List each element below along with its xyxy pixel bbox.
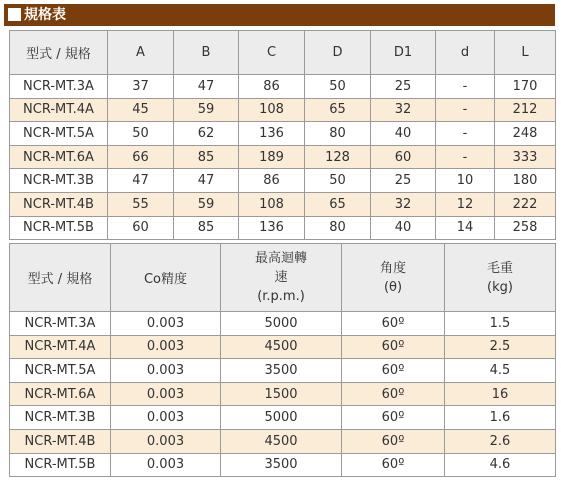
value-cell: 65 (305, 192, 371, 216)
table-row (10, 98, 556, 122)
value-cell: 47 (174, 75, 239, 99)
value-cell: 108 (239, 192, 305, 216)
value-cell: - (436, 98, 495, 122)
value-cell: 60º (342, 382, 445, 406)
value-cell: 85 (174, 216, 239, 240)
value-cell: 85 (174, 145, 239, 169)
value-cell: 248 (495, 122, 556, 146)
value-cell: 333 (495, 145, 556, 169)
value-cell: 25 (371, 169, 436, 193)
value-cell: 14 (436, 216, 495, 240)
model-cell: NCR-MT.5B (10, 216, 108, 240)
model-cell: NCR-MT.5A (10, 359, 111, 383)
value-cell: 50 (108, 122, 174, 146)
model-cell: NCR-MT.3B (10, 169, 108, 193)
table-header-row (10, 31, 556, 75)
column-header: L (495, 31, 556, 75)
value-cell: 10 (436, 169, 495, 193)
value-cell: 45 (108, 98, 174, 122)
value-cell: 60 (108, 216, 174, 240)
column-header: D (305, 31, 371, 75)
model-cell: NCR-MT.4B (10, 429, 111, 453)
column-header: 型式 / 規格 (10, 31, 108, 75)
value-cell: 37 (108, 75, 174, 99)
value-cell: 60º (342, 453, 445, 477)
value-cell: 0.003 (111, 382, 221, 406)
header-line: (kg) (487, 279, 513, 295)
table-row (10, 216, 556, 240)
column-header-accuracy: Co精度 (111, 244, 221, 312)
value-cell: 86 (239, 75, 305, 99)
table-row (10, 312, 556, 336)
model-cell: NCR-MT.4B (10, 192, 108, 216)
value-cell: 3500 (221, 453, 342, 477)
specifications-table (9, 243, 556, 477)
value-cell: 60º (342, 335, 445, 359)
header-line: (θ) (383, 279, 403, 295)
table-row (10, 453, 556, 477)
header-line: 最高迴轉 (254, 251, 307, 266)
value-cell: 62 (174, 122, 239, 146)
table-row (10, 122, 556, 146)
model-cell: NCR-MT.3B (10, 406, 111, 430)
value-cell: 128 (305, 145, 371, 169)
value-cell: 47 (174, 169, 239, 193)
value-cell: 25 (371, 75, 436, 99)
table-row (10, 169, 556, 193)
value-cell: - (436, 122, 495, 146)
column-header: B (174, 31, 239, 75)
value-cell: 0.003 (111, 406, 221, 430)
value-cell: 3500 (221, 359, 342, 383)
value-cell: 40 (371, 216, 436, 240)
value-cell: 212 (495, 98, 556, 122)
model-cell: NCR-MT.3A (10, 75, 108, 99)
table-row (10, 359, 556, 383)
model-cell: NCR-MT.4A (10, 335, 111, 359)
value-cell: 189 (239, 145, 305, 169)
dimensions-table (9, 30, 556, 240)
value-cell: 40 (371, 122, 436, 146)
header-line: 毛重 (486, 260, 513, 276)
table-row (10, 145, 556, 169)
column-header-speed (221, 244, 342, 312)
value-cell: 5000 (221, 312, 342, 336)
value-cell: 80 (305, 216, 371, 240)
value-cell: 12 (436, 192, 495, 216)
column-header: C (239, 31, 305, 75)
value-cell: 80 (305, 122, 371, 146)
value-cell: 0.003 (111, 429, 221, 453)
value-cell: 4.5 (445, 359, 556, 383)
model-cell: NCR-MT.6A (10, 382, 111, 406)
value-cell: 55 (108, 192, 174, 216)
column-header: d (436, 31, 495, 75)
value-cell: 47 (108, 169, 174, 193)
value-cell: 16 (445, 382, 556, 406)
table-row (10, 406, 556, 430)
value-cell: 86 (239, 169, 305, 193)
value-cell: 222 (495, 192, 556, 216)
value-cell: 50 (305, 75, 371, 99)
value-cell: 59 (174, 98, 239, 122)
column-header-model: 型式 / 規格 (10, 244, 111, 312)
header-line: 速 (274, 270, 288, 285)
model-cell: NCR-MT.5B (10, 453, 111, 477)
table-row (10, 382, 556, 406)
value-cell: - (436, 75, 495, 99)
value-cell: 60 (371, 145, 436, 169)
value-cell: 59 (174, 192, 239, 216)
value-cell: 60º (342, 406, 445, 430)
value-cell: 60º (342, 429, 445, 453)
section-title-bar (4, 4, 555, 26)
value-cell: 4500 (221, 335, 342, 359)
value-cell: 136 (239, 216, 305, 240)
value-cell: - (436, 145, 495, 169)
column-header-angle (342, 244, 445, 312)
value-cell: 4.6 (445, 453, 556, 477)
value-cell: 4500 (221, 429, 342, 453)
column-header-weight (445, 244, 556, 312)
model-cell: NCR-MT.5A (10, 122, 108, 146)
value-cell: 32 (371, 192, 436, 216)
value-cell: 60º (342, 359, 445, 383)
value-cell: 0.003 (111, 335, 221, 359)
model-cell: NCR-MT.3A (10, 312, 111, 336)
value-cell: 5000 (221, 406, 342, 430)
header-line: (r.p.m.) (257, 289, 305, 304)
value-cell: 50 (305, 169, 371, 193)
header-line: 角度 (379, 260, 406, 276)
section-title: 規格表 (24, 7, 66, 23)
value-cell: 0.003 (111, 359, 221, 383)
value-cell: 180 (495, 169, 556, 193)
table-row (10, 75, 556, 99)
table-row (10, 192, 556, 216)
value-cell: 136 (239, 122, 305, 146)
column-header: A (108, 31, 174, 75)
value-cell: 60º (342, 312, 445, 336)
column-header: D1 (371, 31, 436, 75)
value-cell: 32 (371, 98, 436, 122)
table-header-row (10, 244, 556, 312)
square-bullet-icon (8, 8, 21, 21)
value-cell: 108 (239, 98, 305, 122)
model-cell: NCR-MT.4A (10, 98, 108, 122)
model-cell: NCR-MT.6A (10, 145, 108, 169)
value-cell: 66 (108, 145, 174, 169)
value-cell: 2.6 (445, 429, 556, 453)
table-row (10, 335, 556, 359)
value-cell: 1500 (221, 382, 342, 406)
value-cell: 0.003 (111, 312, 221, 336)
value-cell: 170 (495, 75, 556, 99)
value-cell: 258 (495, 216, 556, 240)
table-row (10, 429, 556, 453)
value-cell: 2.5 (445, 335, 556, 359)
value-cell: 0.003 (111, 453, 221, 477)
value-cell: 65 (305, 98, 371, 122)
value-cell: 1.6 (445, 406, 556, 430)
value-cell: 1.5 (445, 312, 556, 336)
